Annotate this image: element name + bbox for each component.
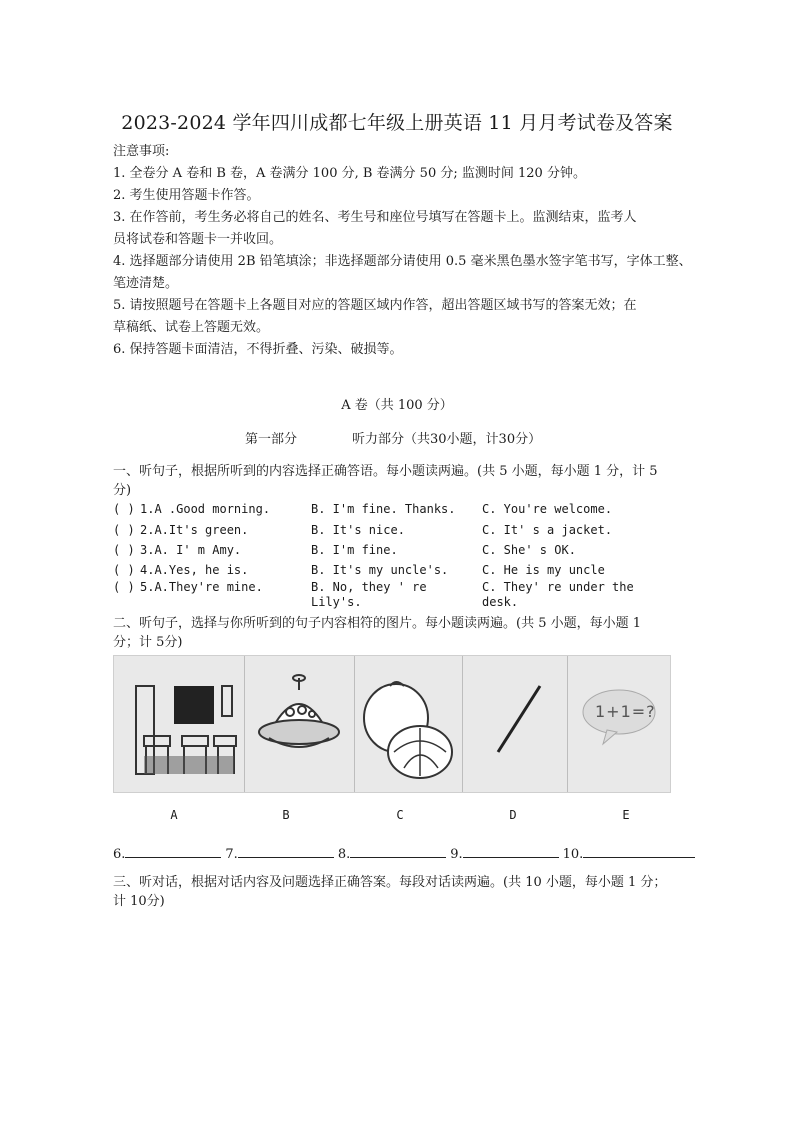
notice-line: 3. 在作答前，考生务必将自己的姓名、考生号和座位号填写在答题卡上。监测结束，监考人 [113, 210, 637, 225]
answer-paren[interactable]: ( ) [113, 563, 135, 577]
part1-description: 听力部分（共30小题，计30分） [352, 432, 542, 447]
picture-letter: B [282, 808, 290, 822]
exam-title: 2023-2024 学年四川成都七年级上册英语 11 月月考试卷及答案 [121, 112, 673, 134]
blank-label: 8. [337, 847, 351, 862]
option-b: B. No, they ' re Lily's. [311, 580, 427, 609]
option-b: B. It's nice. [311, 523, 405, 537]
option-b: B. I'm fine. Thanks. [311, 502, 456, 516]
picture-b-ufo [244, 656, 355, 792]
blank-label: 10. [562, 847, 584, 862]
answer-paren[interactable]: ( ) [113, 580, 135, 594]
option-c: C. She' s OK. [482, 543, 576, 557]
picture-a-classroom [114, 656, 245, 792]
option-a: 4.A.Yes, he is. [140, 563, 249, 577]
picture-strip [113, 655, 671, 793]
orange-icon [354, 656, 462, 792]
notice-line: 2. 考生使用答题卡作答。 [113, 188, 260, 203]
notice-heading: 注意事项: [113, 144, 170, 159]
notice-line: 4. 选择题部分请使用 2B 铅笔填涂；非选择题部分请使用 0.5 毫米黑色墨水签字笔书写，字体工整、 [113, 254, 692, 269]
option-a: 3.A. I' m Amy. [140, 543, 242, 557]
option-c: C. They' re under the desk. [482, 580, 634, 609]
option-b: B. I'm fine. [311, 543, 398, 557]
section1-instruction-cont: 分) [113, 483, 132, 498]
notice-line: 5. 请按照题号在答题卡上各题目对应的答题区域内作答，超出答题区域书写的答案无效；在 [113, 298, 637, 313]
picture-letter: A [170, 808, 178, 822]
notice-line: 草稿纸、试卷上答题无效。 [113, 320, 270, 335]
answer-blanks [113, 845, 699, 862]
blank-label: 6. [113, 847, 126, 862]
blank-label: 7. [225, 847, 238, 862]
answer-blank[interactable] [238, 845, 334, 858]
notice-line: 员将试卷和答题卡一并收回。 [113, 232, 283, 247]
answer-blank[interactable] [350, 845, 446, 858]
section2-instruction: 二、听句子，选择与你所听到的句子内容相符的图片。每小题读两遍。(共 5 小题，每小题 1 [113, 616, 642, 631]
notice-line: 笔迹清楚。 [113, 276, 179, 291]
option-a: 5.A.They're mine. [140, 580, 263, 594]
picture-e-math [567, 656, 670, 792]
answer-paren[interactable]: ( ) [113, 502, 135, 516]
option-b: B. It's my uncle's. [311, 563, 449, 577]
picture-d-line [462, 656, 568, 792]
answer-blank[interactable] [463, 845, 559, 858]
volume-a-heading: A 卷（共 100 分） [341, 398, 453, 413]
answer-paren[interactable]: ( ) [113, 543, 135, 557]
picture-c-oranges [354, 656, 463, 792]
option-a: 2.A.It's green. [140, 523, 249, 537]
answer-paren[interactable]: ( ) [113, 523, 135, 537]
picture-letter: E [622, 808, 630, 822]
notice-line: 1. 全卷分 A 卷和 B 卷，A 卷满分 100 分, B 卷满分 50 分; 监测时间 120 分钟。 [113, 166, 586, 181]
option-c: C. He is my uncle [482, 563, 605, 577]
part1-label: 第一部分 [245, 432, 298, 447]
answer-blank[interactable] [583, 845, 695, 858]
section3-instruction-cont: 计 10分) [113, 894, 165, 909]
section1-instruction: 一、听句子，根据所听到的内容选择正确答语。每小题读两遍。(共 5 小题，每小题 1 分，计 5 [113, 464, 658, 479]
answer-blank[interactable] [125, 845, 221, 858]
pencil-icon [462, 656, 567, 792]
option-a: 1.A .Good morning. [140, 502, 271, 516]
option-c: C. You're welcome. [482, 502, 613, 516]
math-bubble-icon [567, 656, 670, 792]
option-c: C. It' s a jacket. [482, 523, 613, 537]
notice-line: 6. 保持答题卡面清洁，不得折叠、污染、破损等。 [113, 342, 403, 357]
picture-letter: C [396, 808, 404, 822]
section3-instruction: 三、听对话，根据对话内容及问题选择正确答案。每段对话读两遍。(共 10 小题，每小题 1 分； [113, 875, 667, 890]
section2-instruction-cont: 分；计 5分) [113, 635, 183, 650]
ufo-icon [244, 656, 354, 792]
picture-letter: D [509, 808, 517, 822]
blank-label: 9. [450, 847, 463, 862]
math-expression: 1+1=? [595, 702, 656, 721]
classroom-icon [114, 656, 244, 792]
